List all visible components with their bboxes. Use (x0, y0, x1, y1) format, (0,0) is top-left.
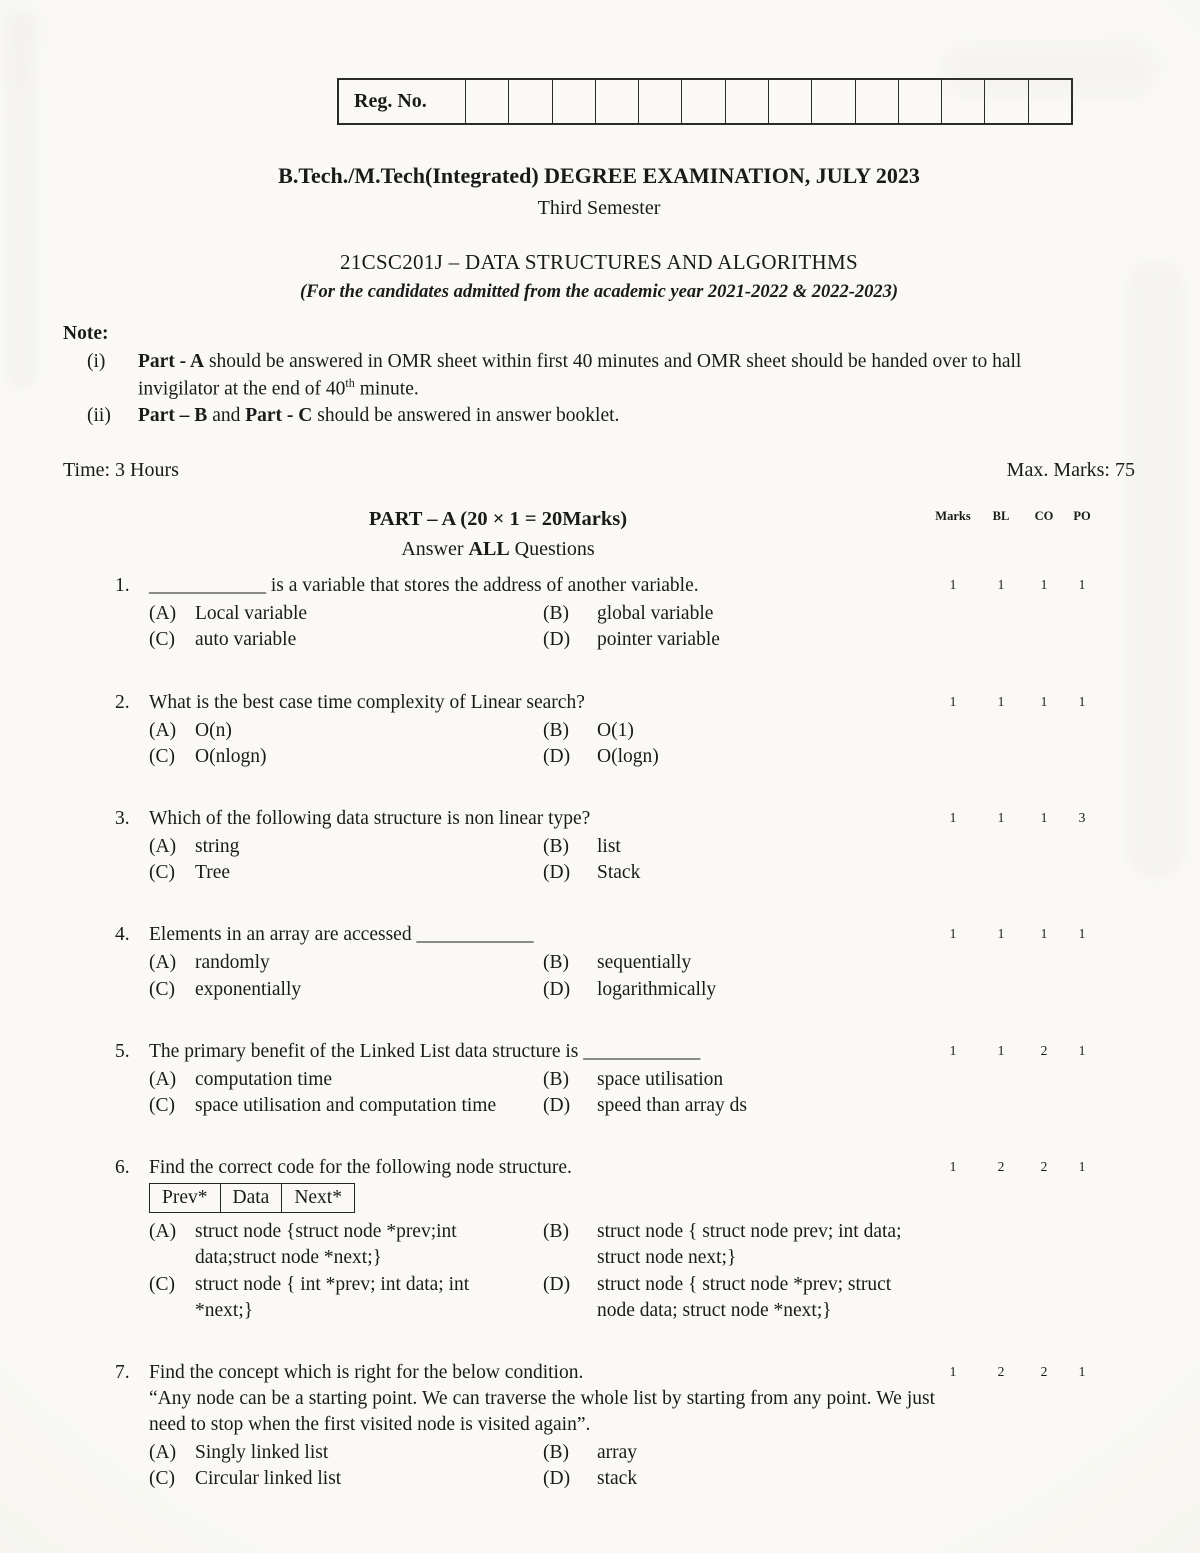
mark-value: 1 (949, 926, 957, 942)
option-text: stack (597, 1468, 638, 1490)
part-a-title: PART – A (20 × 1 = 20Marks) (368, 507, 628, 530)
question (115, 1360, 1135, 1493)
text-segment: and (207, 405, 246, 427)
option-text: O(nlogn) (195, 745, 267, 767)
option-label: (C) (149, 1094, 175, 1116)
course-title: 21CSC201J – DATA STRUCTURES AND ALGORITHMS (340, 250, 858, 275)
mark-value: 1 (997, 577, 1005, 593)
question-marks (928, 1158, 1100, 1176)
option-label: (B) (543, 1442, 569, 1464)
option-label: (A) (149, 1068, 177, 1090)
question-marks (928, 1363, 1100, 1381)
reg-no-cell (856, 80, 899, 123)
option-text: computation time (195, 1068, 333, 1090)
question-text: What is the best case time complexity of Linear search? (149, 691, 585, 713)
mark-value: 1 (1078, 1363, 1086, 1379)
reg-no-cell (553, 80, 596, 123)
text-segment: minute. (354, 378, 419, 400)
node-structure-table (149, 1183, 355, 1213)
mark-value: 2 (997, 1159, 1005, 1175)
reg-no-cells (466, 80, 1071, 123)
question-number: 2. (115, 691, 130, 713)
questions (63, 573, 1135, 1492)
option-label: (A) (149, 836, 177, 858)
option-text: Singly linked list (195, 1442, 329, 1464)
marks-column-header: Marks (935, 508, 971, 523)
mark-value: 2 (1040, 1042, 1048, 1058)
option-label: (A) (149, 719, 177, 741)
option-text: space utilisation (597, 1068, 724, 1090)
mark-value: 1 (997, 809, 1005, 825)
part-a-header (63, 506, 1135, 563)
marks-column-header: CO (1034, 508, 1054, 523)
question-marks (928, 693, 1100, 711)
scan-artifact (6, 10, 36, 390)
option-text: speed than array ds (597, 1094, 747, 1116)
question-number: 4. (115, 924, 130, 946)
mark-value: 1 (997, 926, 1005, 942)
question-marks (928, 1042, 1100, 1060)
scan-artifact (1126, 260, 1186, 880)
question-marks (928, 576, 1100, 594)
question-number: 1. (115, 575, 130, 597)
reg-no-cell (682, 80, 725, 123)
time-row (63, 457, 1135, 484)
reg-no-cell (985, 80, 1028, 123)
mark-value: 1 (997, 693, 1005, 709)
question-text: ____________ is a variable that stores the address of another variable. (149, 575, 699, 597)
option-label: (A) (149, 603, 177, 625)
exam-title: B.Tech./M.Tech(Integrated) DEGREE EXAMINATION, JULY 2023 (278, 163, 920, 188)
reg-no-box (337, 78, 1073, 125)
max-marks: Max. Marks: 75 (1006, 459, 1135, 482)
option-text: exponentially (195, 978, 302, 1000)
text-segment: Part - A (138, 351, 205, 373)
note-label: Note: (63, 323, 109, 345)
option-label: (D) (543, 1468, 571, 1490)
option-label: (D) (543, 862, 571, 884)
mark-value: 1 (1040, 577, 1048, 593)
question-marks (928, 925, 1100, 943)
option-text: list (597, 836, 621, 858)
mark-value: 2 (997, 1363, 1005, 1379)
option-text: randomly (195, 952, 270, 974)
mark-value: 1 (1078, 693, 1086, 709)
option-text: O(1) (597, 719, 634, 741)
node-table-cell: Prev* (150, 1184, 221, 1212)
options-grid (149, 601, 935, 653)
options-grid (149, 1440, 935, 1492)
marks-column-header: BL (992, 508, 1010, 523)
option-label: (B) (543, 1068, 569, 1090)
marks-column-headers (928, 508, 1100, 525)
question-text: Which of the following data structure is non linear type? (149, 807, 591, 829)
text-segment: Part - C (245, 405, 313, 427)
question-number: 7. (115, 1361, 130, 1383)
option-label: (A) (149, 952, 177, 974)
mark-value: 1 (1078, 1159, 1086, 1175)
option-text: struct node { struct node *prev; struct node data; struct node *next;} (597, 1273, 892, 1321)
option-text: auto variable (195, 629, 297, 651)
mark-value: 1 (997, 1042, 1005, 1058)
option-text: sequentially (597, 952, 692, 974)
reg-no-cell (812, 80, 855, 123)
option-label: (D) (543, 745, 571, 767)
text-segment: Part – B (138, 405, 208, 427)
reg-no-cell (639, 80, 682, 123)
option-label: (D) (543, 978, 571, 1000)
mark-value: 1 (1040, 693, 1048, 709)
semester-title: Third Semester (537, 197, 661, 220)
option-label: (B) (543, 1221, 569, 1243)
note-number: (i) (87, 351, 106, 373)
option-text: O(logn) (597, 745, 659, 767)
note-item (63, 403, 1135, 429)
node-table-cell: Data (221, 1184, 283, 1212)
option-label: (C) (149, 862, 175, 884)
question-marks (928, 809, 1100, 827)
option-text: O(n) (195, 719, 232, 741)
reg-no-cell (466, 80, 509, 123)
reg-no-cell (769, 80, 812, 123)
question (115, 690, 1135, 770)
mark-value: 1 (1078, 577, 1086, 593)
text-segment: Questions (509, 538, 595, 561)
question-text: Find the correct code for the following node structure. (149, 1157, 572, 1179)
mark-value: 1 (1040, 809, 1048, 825)
mark-value: 1 (949, 577, 957, 593)
note-text (138, 349, 1135, 403)
option-label: (C) (149, 629, 175, 651)
option-label: (A) (149, 1442, 177, 1464)
question-number: 3. (115, 807, 130, 829)
marks-column-header: PO (1073, 508, 1091, 523)
node-table-cell: Next* (294, 1187, 342, 1209)
reg-no-cell (942, 80, 985, 123)
option-label: (C) (149, 745, 175, 767)
reg-no-cell (1029, 80, 1071, 123)
options-grid (149, 1219, 935, 1324)
question-text: The primary benefit of the Linked List data structure is ____________ (149, 1040, 701, 1062)
text-segment: ALL (468, 538, 510, 561)
option-text: struct node { struct node prev; int data; struct node next;} (597, 1221, 902, 1269)
note-number: (ii) (87, 405, 111, 427)
reg-no-cell (509, 80, 552, 123)
option-label: (D) (543, 1094, 571, 1116)
mark-value: 1 (1040, 926, 1048, 942)
time-allowed: Time: 3 Hours (63, 459, 179, 482)
note-item (63, 349, 1135, 403)
options-grid (149, 950, 935, 1002)
mark-value: 1 (1078, 1042, 1086, 1058)
option-label: (B) (543, 952, 569, 974)
admitted-note: (For the candidates admitted from the academic year 2021-2022 & 2022-2023) (299, 282, 899, 303)
options-grid (149, 718, 935, 770)
option-label: (A) (149, 1221, 177, 1243)
text-segment: th (345, 376, 355, 391)
note-text (138, 403, 1135, 429)
mark-value: 1 (1078, 926, 1086, 942)
mark-value: 1 (949, 809, 957, 825)
text-segment: should be answered in OMR sheet within first 40 minutes and OMR sheet should be handed over to hall invigilator at the end of 40 (138, 351, 1022, 400)
question-number: 6. (115, 1157, 130, 1179)
option-text: pointer variable (597, 629, 720, 651)
question (115, 922, 1135, 1002)
reg-no-cell (726, 80, 769, 123)
option-text: string (195, 836, 240, 858)
mark-value: 2 (1040, 1159, 1048, 1175)
option-text: logarithmically (597, 978, 717, 1000)
option-text: global variable (597, 603, 714, 625)
option-text: Circular linked list (195, 1468, 342, 1490)
option-label: (B) (543, 603, 569, 625)
options-grid (149, 834, 935, 886)
reg-no-cell (596, 80, 639, 123)
reg-no-cell (899, 80, 942, 123)
option-label: (B) (543, 836, 569, 858)
options-grid (149, 1067, 935, 1119)
option-text: space utilisation and computation time (195, 1094, 497, 1116)
mark-value: 1 (949, 693, 957, 709)
question (115, 1155, 1135, 1324)
option-text: struct node { int *prev; int data; int *next;} (195, 1273, 470, 1321)
text-segment: Answer (401, 538, 469, 561)
option-text: Local variable (195, 603, 308, 625)
question (115, 573, 1135, 653)
part-a-subtitle (63, 536, 933, 563)
option-text: Stack (597, 862, 641, 884)
option-text: struct node {struct node *prev;int data;struct node *next;} (195, 1221, 457, 1269)
question-number: 5. (115, 1040, 130, 1062)
option-text: Tree (195, 862, 231, 884)
question-text: Elements in an array are accessed ____________ (149, 924, 534, 946)
question-quote: “Any node can be a starting point. We can traverse the whole list by starting from any point. We just need to stop when the first visited node is visited again”. (149, 1387, 935, 1436)
text-segment: should be answered in answer booklet. (312, 405, 620, 427)
mark-value: 1 (949, 1159, 957, 1175)
option-text: array (597, 1442, 638, 1464)
reg-no-label: Reg. No. (339, 80, 466, 123)
option-label: (C) (149, 1468, 175, 1490)
option-label: (C) (149, 1273, 175, 1295)
mark-value: 2 (1040, 1363, 1048, 1379)
option-label: (D) (543, 1273, 571, 1295)
mark-value: 1 (949, 1363, 957, 1379)
notes-list (63, 349, 1135, 429)
question (115, 1039, 1135, 1119)
mark-value: 3 (1078, 809, 1086, 825)
option-label: (B) (543, 719, 569, 741)
option-label: (D) (543, 629, 571, 651)
question (115, 806, 1135, 886)
question-text: Find the concept which is right for the below condition. (149, 1361, 584, 1383)
option-label: (C) (149, 978, 175, 1000)
mark-value: 1 (949, 1042, 957, 1058)
